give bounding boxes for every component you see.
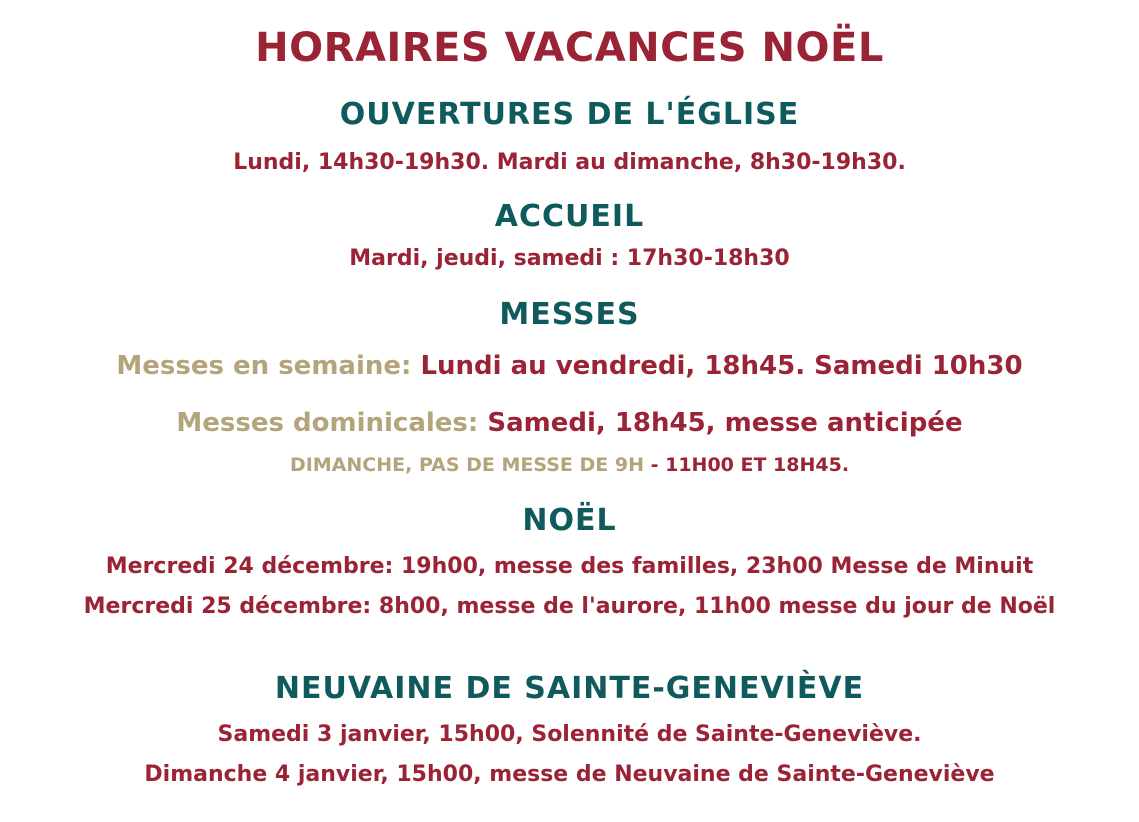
- neuvaine-line-2: Dimanche 4 janvier, 15h00, messe de Neuvaine de Sainte-Geneviève: [144, 762, 995, 787]
- messes-semaine-value: Lundi au vendredi, 18h45. Samedi 10h30: [411, 351, 1023, 381]
- messes-semaine-line: [0, 353, 1139, 379]
- page-title: HORAIRES VACANCES NOËL: [255, 25, 884, 71]
- accueil-heading: ACCUEIL: [494, 199, 645, 234]
- noel-line-1: Mercredi 24 décembre: 19h00, messe des familles, 23h00 Messe de Minuit: [105, 554, 1034, 579]
- messes-dominicales-line: [0, 410, 1139, 436]
- neuvaine-line-1: Samedi 3 janvier, 15h00, Solennité de Sainte-Geneviève.: [217, 722, 922, 747]
- messes-dimanche-line: [0, 456, 1139, 475]
- messes-semaine-label: Messes en semaine:: [116, 351, 412, 381]
- messes-dominicales-label: Messes dominicales:: [176, 408, 479, 438]
- noel-heading: NOËL: [522, 503, 617, 538]
- messes-dimanche-value: - 11H00 ET 18H45.: [643, 454, 850, 476]
- messes-dimanche-label: DIMANCHE, PAS DE MESSE DE 9H: [289, 454, 644, 476]
- messes-dominicales-value: Samedi, 18h45, messe anticipée: [478, 408, 963, 438]
- ouvertures-text: Lundi, 14h30-19h30. Mardi au dimanche, 8h30-19h30.: [233, 150, 906, 175]
- neuvaine-heading: NEUVAINE DE SAINTE-GENEVIÈVE: [274, 671, 865, 706]
- messes-heading: MESSES: [499, 297, 640, 332]
- accueil-text: Mardi, jeudi, samedi : 17h30-18h30: [349, 246, 790, 271]
- ouvertures-heading: OUVERTURES DE L'ÉGLISE: [339, 97, 800, 132]
- noel-line-2: Mercredi 25 décembre: 8h00, messe de l'aurore, 11h00 messe du jour de Noël: [83, 594, 1056, 619]
